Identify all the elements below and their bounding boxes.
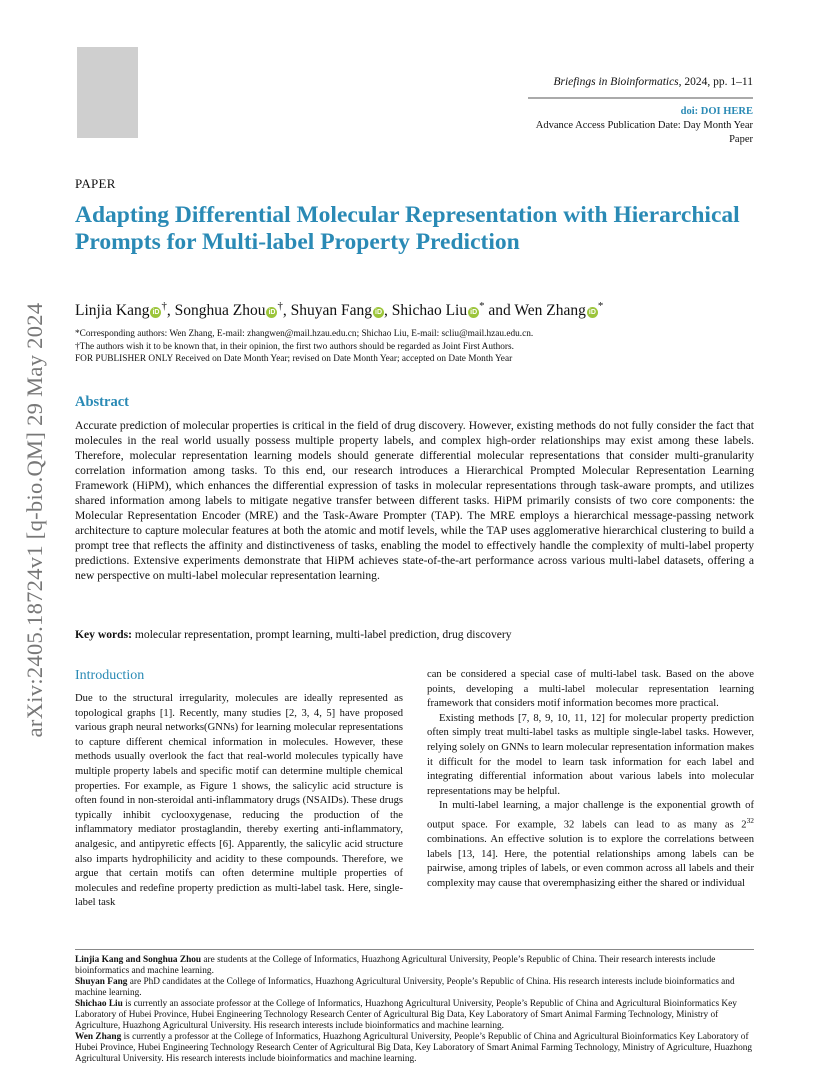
author-separator: , — [166, 302, 175, 320]
keywords-label: Key words: — [75, 628, 132, 641]
journal-logo-placeholder — [77, 47, 138, 138]
publisher-note: FOR PUBLISHER ONLY Received on Date Month Year; revised on Date Month Year; accepted on Date Month Year — [75, 354, 513, 364]
intro-paragraph — [427, 799, 754, 891]
author-and: and — [484, 302, 515, 320]
bio-entry — [75, 1032, 754, 1065]
journal-year-pages: , 2024, pp. 1–11 — [678, 76, 753, 88]
orcid-icon[interactable]: iD — [588, 309, 596, 317]
journal-citation — [553, 76, 753, 88]
paper-title: Adapting Differential Molecular Representation with Hierarchical Prompts for Multi-label Property Prediction — [75, 202, 740, 255]
intro-paragraph: Due to the structural irregularity, molecules are ideally represented as topological graphs [1]. Recently, many studies [2, 3, 4, 5] have proposed various graph neural networks(GNNs) for learning molecular representations to capture different chemical information in molecules. However, these methods usually overlook the fact that real-world molecules typically have multiple property labels and specific motif can determine multiple chemical properties. For example, as Figure 1 shows, the salicylic acid structure is often found in non-steroidal anti-inflammatory drugs (NSAIDs). These drugs typically inhibit cyclooxygenase, reducing the production of the inflammatory mediator prostaglandin, thereby exerting anti-inflammatory, analgesic, and antipyretic effects [6]. Apparently, the salicylic acid structure also imparts hydrophilicity and acidity to these compounds. Therefore, we argue that certain motifs can often determine multiple properties of molecules and redefine property prediction as multi-label task. Here, single-label task — [75, 693, 403, 909]
abstract-text: Accurate prediction of molecular properties is critical in the field of drug discovery. However, existing methods do not fully consider the fact that molecules in the real world usually possess multiple property labels, and complex high-order relationships may exist among these labels. Therefore, molecular representation learning models should generate differential molecular representations that consider multi-granularity correlation information among tasks. To this end, our research introduces a Hierarchical Prompted Molecular Representation Learning Framework (HiPM), which enhances the differential expression of tasks in molecular representations through task-aware prompts, and utilizes shared information among labels to mitigate negative transfer between different tasks. HiPM primarily consists of two core components: the Molecular Representation Encoder (MRE) and the Task-Aware Prompter (TAP). The MRE employs a hierarchical message-passing network architecture to capture molecular features at both the atomic and motif levels, while the TAP uses agglomerative hierarchical clustering to build a prompt tree that reflects the affinity and distinctiveness of tasks, enabling the model to effectively handle the complexity of multi-label property predictions. Extensive experiments demonstrate that HiPM achieves state-of-the-art performance across various multi-label datasets, offering a new perspective on multi-label molecular representation learning. — [75, 419, 754, 582]
keywords-list: molecular representation, prompt learning, multi-label prediction, drug discovery — [132, 628, 512, 641]
corresponding-note: *Corresponding authors: Wen Zhang, E-mail: zhangwen@mail.hzau.edu.cn; Shichao Liu, E-mail: scliu@mail.hzau.edu.cn. — [75, 329, 534, 339]
exponent: 32 — [746, 815, 754, 825]
author-biographies — [75, 955, 754, 1065]
keywords — [75, 628, 512, 641]
bio-names: Shuyan Fang — [75, 977, 128, 987]
author-name: Shichao Liu — [391, 302, 468, 320]
author-name: Songhua Zhou — [174, 302, 266, 320]
paragraph-text: combinations. An effective solution is to explore the correlations between labels [13, 14]. Here, the potential relationships among labels can be pairwise, among triples of labels, or even common across all labels and their complexity may cause that overemphasizing either the shared or individual — [427, 834, 754, 889]
bio-text: are students at the College of Informatics, Huazhong Agricultural University, People’s Republic of China. Their research interests include bioinformatics and machine learning. — [75, 955, 716, 976]
author-name: Wen Zhang — [514, 302, 586, 320]
arxiv-sidebar — [15, 250, 55, 790]
author-mark: * — [479, 300, 485, 312]
bio-names: Shichao Liu — [75, 999, 123, 1009]
footnote-rule — [75, 949, 754, 950]
author-mark: † — [277, 300, 283, 312]
intro-paragraph: Existing methods [7, 8, 9, 10, 11, 12] for molecular property prediction often simply treat multi-label tasks as multiple single-label tasks. However, relying solely on GNNs to learn molecular representation information makes it difficult for the model to learn task information for each label and integrating differential information about various labels into molecular representations may be helpful. — [427, 712, 754, 797]
paper-type: Paper — [729, 134, 753, 145]
bio-entry — [75, 955, 754, 977]
intro-paragraph: can be considered a special case of multi-label task. Based on the above points, developing a multi-label molecular representation learning framework that considers motif information becomes more practical. — [427, 669, 754, 710]
joint-first-note: †The authors wish it to be known that, in their opinion, the first two authors should be regarded as Joint First Authors. — [75, 341, 514, 352]
journal-name: Briefings in Bioinformatics — [553, 76, 679, 88]
bio-text: is currently an associate professor at the College of Informatics, Huazhong Agricultural University, People’s Republic of China and Agricultural Bioinformatics Key Laboratory of Hubei Province, Hubei Engineering Technology Research Center of Agricultural Big Data, Key Laboratory of Smart Animal Farming Technology, Ministry of Agriculture, Huazhong Agricultural University. His research interests include bioinformatics and machine learning. — [75, 999, 737, 1031]
abstract-heading: Abstract — [75, 394, 129, 410]
author-name: Shuyan Fang — [290, 302, 373, 320]
body-column-right — [427, 668, 754, 891]
author-separator: , — [384, 302, 392, 320]
author-mark: * — [597, 300, 604, 312]
bio-entry — [75, 999, 754, 1032]
orcid-icon[interactable]: iD — [152, 309, 160, 317]
orcid-icon[interactable]: iD — [470, 309, 478, 317]
body-column-left — [75, 668, 403, 911]
arxiv-id: arXiv:2405.18724v1 [q-bio.QM] 29 May 2024 — [22, 302, 47, 738]
author-mark: † — [161, 300, 167, 312]
article-type-label: PAPER — [75, 176, 116, 191]
orcid-icon[interactable]: iD — [268, 309, 276, 317]
author-notes — [75, 328, 533, 366]
author-separator: , — [282, 302, 291, 320]
bio-names: Linjia Kang and Songhua Zhou — [75, 955, 202, 965]
doi-link[interactable]: doi: DOI HERE — [680, 106, 753, 117]
access-date: Advance Access Publication Date: Day Month Year — [535, 120, 753, 131]
header-rule — [528, 97, 753, 99]
author-name: Linjia Kang — [75, 302, 150, 320]
bio-entry — [75, 977, 754, 999]
author-list — [75, 300, 603, 320]
orcid-icon[interactable]: iD — [375, 309, 383, 317]
paragraph-text: In multi-label learning, a major challenge is the exponential growth of output space. For example, 32 labels can lead to as many as 2 — [427, 800, 754, 831]
bio-text: is currently a professor at the College of Informatics, Huazhong Agricultural University, People’s Republic of China and Agricultural Bioinformatics Key Laboratory of Hubei Province, Hubei Engineering Technology Research Center of Agricultural Big Data, Key Laboratory of Smart Animal Farming Technology, Ministry of Agriculture, Huazhong Agricultural University. His research interests include bioinformatics and machine learning. — [75, 1032, 753, 1064]
bio-names: Wen Zhang — [75, 1032, 122, 1042]
introduction-heading: Introduction — [75, 668, 145, 683]
bio-text: are PhD candidates at the College of Informatics, Huazhong Agricultural University, People’s Republic of China. His research interests include bioinformatics and machine learning. — [75, 977, 735, 998]
